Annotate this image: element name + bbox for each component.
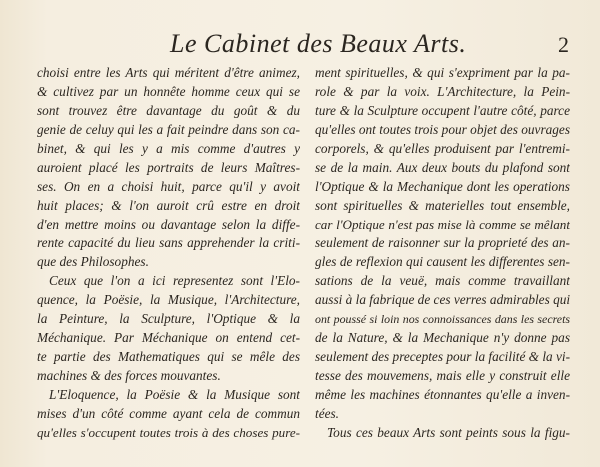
text-line: Méchanique. Par Méchanique on entend cet- (37, 330, 300, 346)
text-line: l'Optique & la Mechanique dont les operations (315, 178, 570, 194)
running-title: Le Cabinet des Beaux Arts. (170, 29, 467, 58)
text-line: te partie des Mathematiques qui se mêle des (37, 349, 300, 365)
text-line: qu'elles ont toutes trois pour objet des ouvrages (315, 121, 570, 137)
text-line: machines & des forces mouvantes. (37, 368, 221, 383)
text-line: sont trouvez être davantage du goût & du (37, 102, 300, 118)
text-line: binet, & qui les y a mis comme d'autres y (37, 140, 300, 156)
text-line: que des Philosophes. (37, 254, 149, 270)
text-line: huit places; & l'on auroit crû estre en droit (37, 197, 300, 213)
text-line: ses. On en a choisi huit, parce qu'il y avoit (37, 178, 300, 194)
page-header (0, 28, 600, 60)
text-line: ture & la Sculpture occupent l'autre côté, parce (315, 102, 570, 118)
right-text-column (315, 64, 570, 443)
text-line: même les machines étonnantes qu'elle a inven- (315, 386, 570, 402)
text-line: aussi à la fabrique de ces verres admirables qui (315, 292, 570, 308)
text-line: qu'elles s'occupent toutes trois à des choses pure- (37, 424, 300, 440)
text-line: choisi entre les Arts qui méritent d'être animez, (37, 65, 300, 80)
text-line: sont spirituelles & materielles tout ensemble, (315, 197, 570, 213)
text-line: ment spirituelles, & qui s'expriment par la pa- (315, 65, 570, 80)
text-line: rente capacité du lieu sans apprehender la criti- (37, 235, 300, 251)
text-line: la Peinture, la Sculpture, l'Optique & la (37, 311, 300, 327)
text-line: mises d'un côté comme ayant cela de commun (37, 405, 300, 421)
text-line: seulement de raisonner sur la proprieté des an- (315, 235, 570, 251)
text-line: car l'Optique n'est pas mise là comme se mêlant (315, 216, 570, 232)
page-number: 2 (558, 32, 569, 57)
text-line: se de la main. Aux deux bouts du plafond sont (315, 159, 570, 175)
text-line: tesse des mouvemens, mais elle y construit elle (315, 368, 570, 383)
paragraph-start-line: L'Eloquence, la Poësie & la Musique sont (49, 386, 300, 402)
text-line: auroient placé les portraits de leurs Maîtres- (37, 159, 300, 175)
paragraph-start-line: Tous ces beaux Arts sont peints sous la figu- (327, 424, 570, 440)
text-line: d'en mettre moins ou davantage selon la diffe- (37, 216, 300, 232)
text-line: de la Nature, & la Mechanique n'y donne pas (315, 330, 570, 346)
text-line: tées. (315, 405, 339, 421)
text-line: & cultivez par un honnête homme ceux qui se (37, 83, 300, 99)
text-line: corporels, & qu'elles produisent par l'entremi- (315, 140, 570, 156)
paragraph-start-line: Ceux que l'on a ici representez sont l'Elo- (49, 273, 300, 289)
left-text-column (37, 64, 300, 443)
text-line: seulement des preceptes pour la facilité & la vi- (315, 349, 570, 365)
text-line: ont poussé si loin nos connoissances dans les secrets (315, 312, 570, 327)
text-line: quence, la Poësie, la Musique, l'Architecture, (37, 292, 300, 308)
text-line: genie de celuy qui les a fait peindre dans son ca- (37, 121, 300, 137)
text-line: role & par la voix. L'Architecture, la Pein- (315, 83, 570, 99)
text-line: gles de reflexion qui causent les differentes sen- (315, 254, 570, 270)
text-line: sations de la veuë, mais comme travaillant (315, 273, 570, 289)
